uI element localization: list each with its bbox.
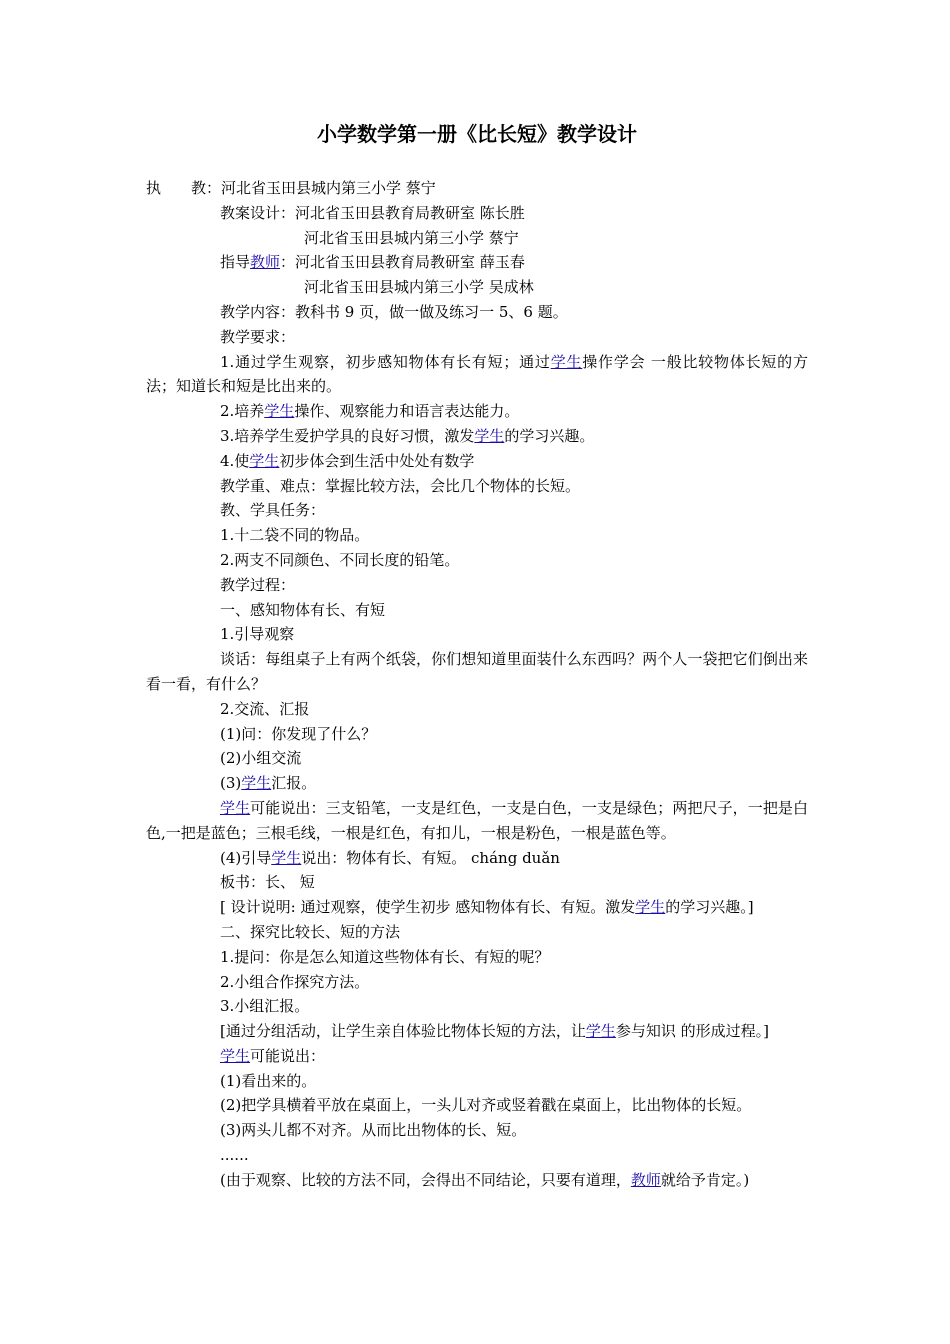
teacher-line: [146, 176, 808, 201]
section-1-step-2: 2.交流、汇报: [220, 699, 310, 718]
document-title: 小学数学第一册《比长短》教学设计: [317, 122, 637, 146]
tool-1: 1.十二袋不同的物品。: [220, 526, 370, 545]
section-2-step-2: 2.小组合作探究方法。: [220, 972, 370, 991]
design-label: 教案设计：: [220, 203, 296, 222]
method-1: (1)看出来的。: [220, 1071, 317, 1090]
student-may-say-text: 可能说出：: [250, 1046, 326, 1065]
requirement-4: [146, 449, 808, 474]
design-note-2-text-a: [通过分组活动，让学生亲自体验比物体长短的方法，让: [220, 1022, 586, 1041]
closing-note-text-b: 就给予肯定。): [660, 1170, 750, 1189]
section-2-heading: 二、探究比较长、短的方法: [220, 922, 401, 941]
teacher-label-a: 执: [146, 179, 162, 197]
question-4-text-a: (4)引导: [220, 848, 272, 867]
student-say-paragraph: [146, 796, 808, 846]
question-3-text-a: (3): [220, 774, 242, 793]
tool-2: 2.两支不同颜色、不同长度的铅笔。: [220, 550, 460, 569]
student-may-say: [146, 1044, 808, 1069]
requirement-4-text-b: 初步体会到生活中处处有数学: [279, 451, 475, 470]
ellipsis: ......: [220, 1146, 249, 1165]
design-line: [146, 201, 808, 226]
board-text-b: 短: [299, 873, 315, 892]
requirement-3-text-a: 3.培养学生爱护学具的良好习惯，激发: [220, 426, 475, 445]
requirement-4-text-a: 4.使: [220, 451, 250, 470]
design-note-1-text-a: [ 设计说明: 通过观察，使学生初步 感知物体有长、有短。激发: [220, 898, 636, 917]
board-writing: [146, 870, 808, 895]
requirement-1-text-a: 1.通过学生观察，初步感知物体有长有短；通过: [220, 352, 551, 371]
teacher-value: 河北省玉田县城内第三小学 蔡宁: [221, 179, 436, 197]
teacher-link[interactable]: 教师: [250, 253, 281, 272]
student-link[interactable]: 学生: [241, 774, 272, 793]
question-2: (2)小组交流: [220, 749, 302, 768]
guide-line-2: 河北省玉田县城内第三小学 吴成林: [304, 278, 534, 297]
guide-line: [146, 250, 808, 275]
requirement-2: [146, 399, 808, 424]
teacher-link[interactable]: 教师: [630, 1170, 661, 1189]
requirement-1: [146, 350, 808, 400]
requirements-label: 教学要求：: [220, 327, 296, 346]
student-link[interactable]: 学生: [585, 1022, 616, 1041]
question-4: [146, 846, 808, 871]
key-points: 教学重、难点：掌握比较方法，会比几个物体的长短。: [220, 476, 581, 495]
section-2-step-3: 3.小组汇报。: [220, 997, 310, 1016]
design-note-1: [146, 895, 808, 920]
teacher-label-b: 教：: [191, 179, 222, 197]
design-note-1-text-b: 的学习兴趣。]: [665, 898, 754, 917]
question-3-text-b: 汇报。: [271, 774, 317, 793]
student-say-text: 可能说出：三支铅笔，一支是红色，一支是白色，一支是绿色；两把尺子，一把是白色,一把是蓝色；三根毛线，一根是红色，有扣儿，一根是粉色，一根是蓝色等。: [146, 798, 808, 842]
talk-paragraph: 谈话：每组桌子上有两个纸袋，你们想知道里面装什么东西吗？两个人一袋把它们倒出来看一看，有什么？: [146, 650, 808, 693]
design-line-2: 河北省玉田县城内第三小学 蔡宁: [304, 228, 519, 247]
student-link[interactable]: 学生: [249, 451, 280, 470]
student-link[interactable]: 学生: [220, 1046, 251, 1065]
requirement-3-text-b: 的学习兴趣。: [504, 426, 595, 445]
section-1-heading: 一、感知物体有长、有短: [220, 600, 386, 619]
question-4-text-b: 说出：物体有长、有短。 cháng duǎn: [301, 848, 560, 867]
closing-note-text-a: (由于观察、比较的方法不同，会得出不同结论，只要有道理，: [220, 1170, 631, 1189]
question-3: [146, 771, 808, 796]
process-label: 教学过程：: [220, 575, 296, 594]
student-link[interactable]: 学生: [474, 426, 505, 445]
method-3: (3)两头儿都不对齐。从而比出物体的长、短。: [220, 1121, 527, 1140]
document-body: [146, 120, 808, 1193]
design-note-2: [146, 1019, 808, 1044]
student-link[interactable]: 学生: [635, 898, 666, 917]
tools-label: 教、学具任务：: [220, 501, 326, 520]
student-link[interactable]: 学生: [271, 848, 302, 867]
closing-note: [146, 1168, 808, 1193]
content-line: 教学内容：教科书 9 页，做一做及练习一 5、6 题。: [220, 302, 568, 321]
student-link[interactable]: 学生: [264, 402, 295, 421]
design-note-2-text-b: 参与知识 的形成过程。]: [615, 1022, 769, 1041]
guide-label-pre: 指导: [220, 253, 251, 272]
requirement-2-text-b: 操作、观察能力和语言表达能力。: [294, 402, 520, 421]
guide-value-1: 河北省玉田县教育局教研室 薛玉春: [295, 253, 525, 272]
requirement-3: [146, 424, 808, 449]
requirement-2-text-a: 2.培养: [220, 402, 265, 421]
section-1-step-1: 1.引导观察: [220, 625, 295, 644]
student-link[interactable]: 学生: [550, 352, 583, 371]
student-link[interactable]: 学生: [220, 798, 251, 817]
board-text-a: 板书：长、: [220, 873, 296, 892]
method-2: (2)把学具横着平放在桌面上，一头儿对齐或竖着戳在桌面上，比出物体的长短。: [220, 1096, 752, 1115]
requirement-1-text-b: 操作学会 一般比较物体长短的方法；知道长和短是比出来的。: [146, 352, 808, 396]
question-1: (1)问：你发现了什么？: [220, 724, 377, 743]
design-value-1: 河北省玉田县教育局教研室 陈长胜: [295, 203, 525, 222]
section-2-step-1: 1.提问：你是怎么知道这些物体有长、有短的呢？: [220, 947, 550, 966]
guide-label-post: ：: [280, 253, 296, 272]
